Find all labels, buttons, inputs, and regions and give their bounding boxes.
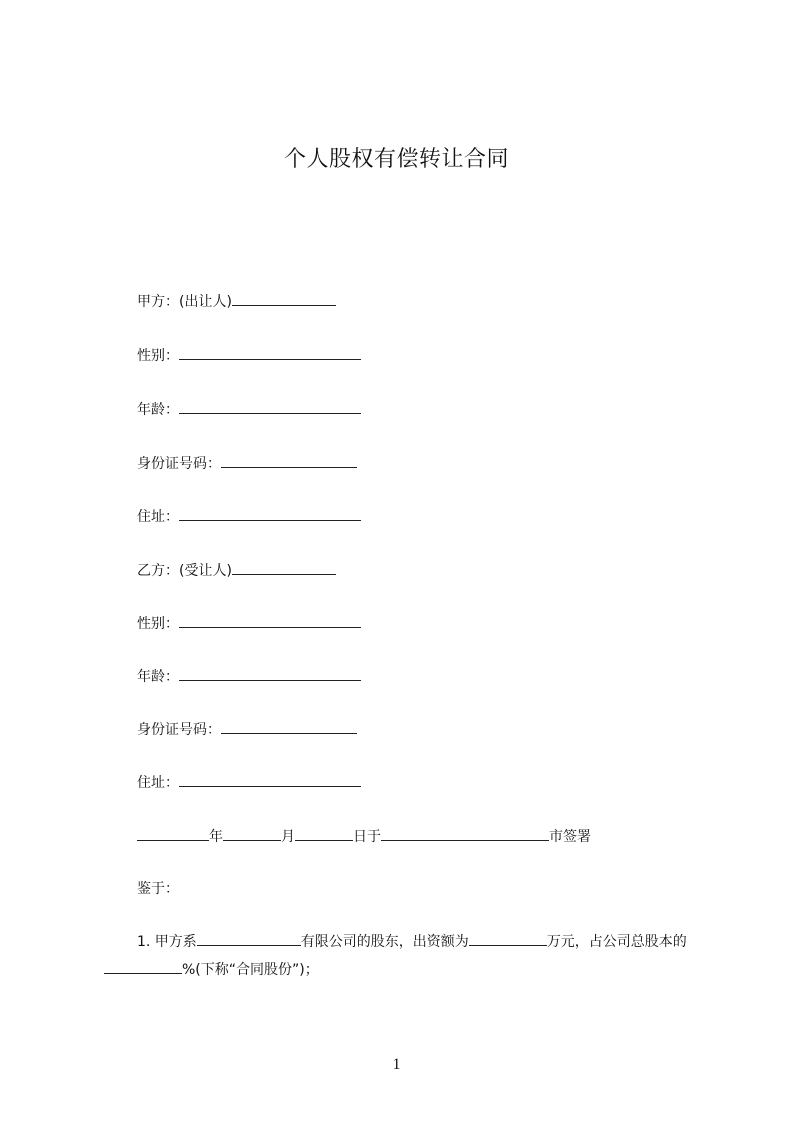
party-a-address-line bbox=[137, 506, 361, 527]
party-a-id-line bbox=[137, 453, 357, 474]
party-a-address-blank[interactable] bbox=[179, 506, 361, 521]
party-a-gender-blank[interactable] bbox=[179, 345, 361, 360]
whereas-heading: 鉴于： bbox=[137, 881, 179, 897]
signing-city-label: 市签署 bbox=[549, 829, 591, 845]
party-b-label: 乙方：(受让人) bbox=[137, 563, 232, 579]
clause-1-part1: 1. 甲方系 bbox=[137, 934, 197, 950]
party-b-gender-label: 性别： bbox=[137, 616, 179, 632]
party-b-id-line bbox=[137, 719, 357, 740]
party-a-blank[interactable] bbox=[232, 291, 336, 306]
party-b-address-label: 住址： bbox=[137, 775, 179, 791]
signing-line bbox=[137, 826, 591, 847]
page-number: 1 bbox=[392, 1056, 401, 1073]
party-b-id-label: 身份证号码： bbox=[137, 722, 221, 738]
party-a-gender-line bbox=[137, 345, 361, 366]
signing-year-blank[interactable] bbox=[137, 826, 209, 841]
party-b-address-blank[interactable] bbox=[179, 772, 361, 787]
party-b-gender-line bbox=[137, 613, 361, 634]
party-a-address-label: 住址： bbox=[137, 509, 179, 525]
party-b-blank[interactable] bbox=[232, 560, 336, 575]
party-a-gender-label: 性别： bbox=[137, 348, 179, 364]
party-b-gender-blank[interactable] bbox=[179, 613, 361, 628]
party-b-age-blank[interactable] bbox=[179, 666, 361, 681]
signing-month-label: 月 bbox=[281, 829, 295, 845]
party-b-address-line bbox=[137, 772, 361, 793]
clause-1-paragraph bbox=[104, 928, 704, 984]
party-a-age-label: 年龄： bbox=[137, 402, 179, 418]
clause-1-company-blank[interactable] bbox=[197, 931, 301, 946]
signing-day-blank[interactable] bbox=[295, 826, 353, 841]
clause-1-part4: %(下称“合同股份”)； bbox=[182, 962, 319, 978]
party-b-line bbox=[137, 560, 336, 581]
party-a-age-blank[interactable] bbox=[179, 399, 361, 414]
signing-year-label: 年 bbox=[209, 829, 223, 845]
party-a-line bbox=[137, 291, 336, 312]
clause-1-part3: 万元，占公司总股本的 bbox=[546, 934, 687, 950]
document-title: 个人股权有偿转让合同 bbox=[283, 147, 509, 172]
party-b-age-label: 年龄： bbox=[137, 669, 179, 685]
clause-1-percent-blank[interactable] bbox=[104, 959, 182, 974]
signing-city-blank[interactable] bbox=[381, 826, 549, 841]
signing-month-blank[interactable] bbox=[223, 826, 281, 841]
party-a-label: 甲方：(出让人) bbox=[137, 294, 232, 310]
clause-1-part2: 有限公司的股东，出资额为 bbox=[300, 934, 469, 950]
party-a-age-line bbox=[137, 399, 361, 420]
party-b-id-blank[interactable] bbox=[221, 719, 357, 734]
party-a-id-label: 身份证号码： bbox=[137, 456, 221, 472]
clause-1-amount-blank[interactable] bbox=[469, 931, 547, 946]
party-b-age-line bbox=[137, 666, 361, 687]
signing-day-label: 日于 bbox=[353, 829, 381, 845]
party-a-id-blank[interactable] bbox=[221, 453, 357, 468]
